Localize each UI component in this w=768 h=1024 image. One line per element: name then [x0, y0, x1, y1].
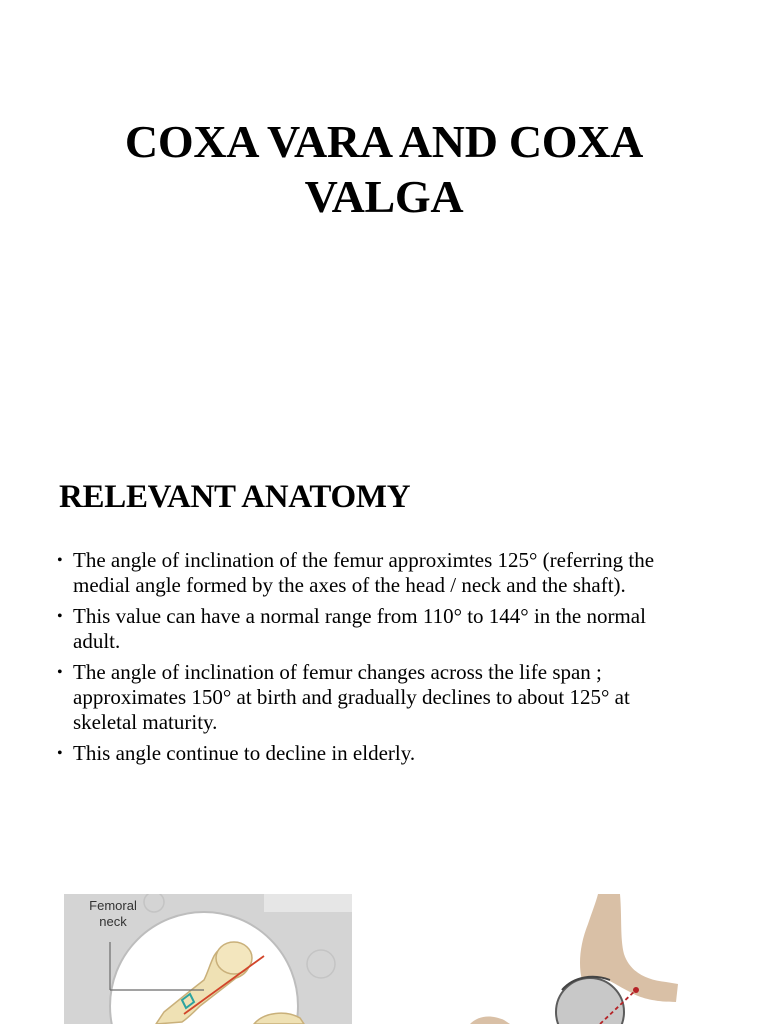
bullet-text-line: medial angle formed by the axes of the head / neck and the shaft). — [73, 573, 626, 597]
bullet-text-line: The angle of inclination of femur changes across the life span ; — [73, 660, 602, 684]
bullet-dot: • — [57, 664, 63, 681]
bullet-item — [57, 660, 727, 735]
title-slide — [0, 0, 768, 440]
figure-top-tab — [264, 894, 352, 912]
femoral-neck-illustration — [64, 894, 352, 1024]
bullet-dot: • — [57, 608, 63, 625]
bullet-item — [57, 548, 727, 598]
bullet-list — [57, 548, 727, 772]
slide-title-line-2: VALGA — [304, 171, 464, 222]
bullet-text-line: This value can have a normal range from 110° to 144° in the normal — [73, 604, 646, 628]
axis-point — [633, 987, 639, 993]
bullet-dot: • — [57, 552, 63, 569]
bullet-dot: • — [57, 745, 63, 762]
pelvis-lower — [470, 1017, 510, 1024]
bullet-text-line: The angle of inclination of the femur approximtes 125° (referring the — [73, 548, 655, 572]
figure-label: Femoral — [89, 898, 137, 913]
hip-joint-illustration — [470, 894, 720, 1024]
figure-label: neck — [99, 914, 127, 929]
bullet-text-line: approximates 150° at birth and gradually declines to about 125° at — [73, 685, 630, 709]
bullet-item — [57, 604, 727, 654]
slide-title-line-1: COXA VARA AND COXA — [124, 116, 644, 167]
slide-title — [60, 114, 708, 224]
bullet-text-line: skeletal maturity. — [73, 710, 218, 734]
hip-joint-diagram — [470, 894, 720, 1024]
bullet-text-line: adult. — [73, 629, 121, 653]
bullet-text-line: This angle continue to decline in elderly. — [73, 741, 416, 765]
section-heading: RELEVANT ANATOMY — [59, 479, 411, 515]
bullet-item — [57, 741, 727, 766]
